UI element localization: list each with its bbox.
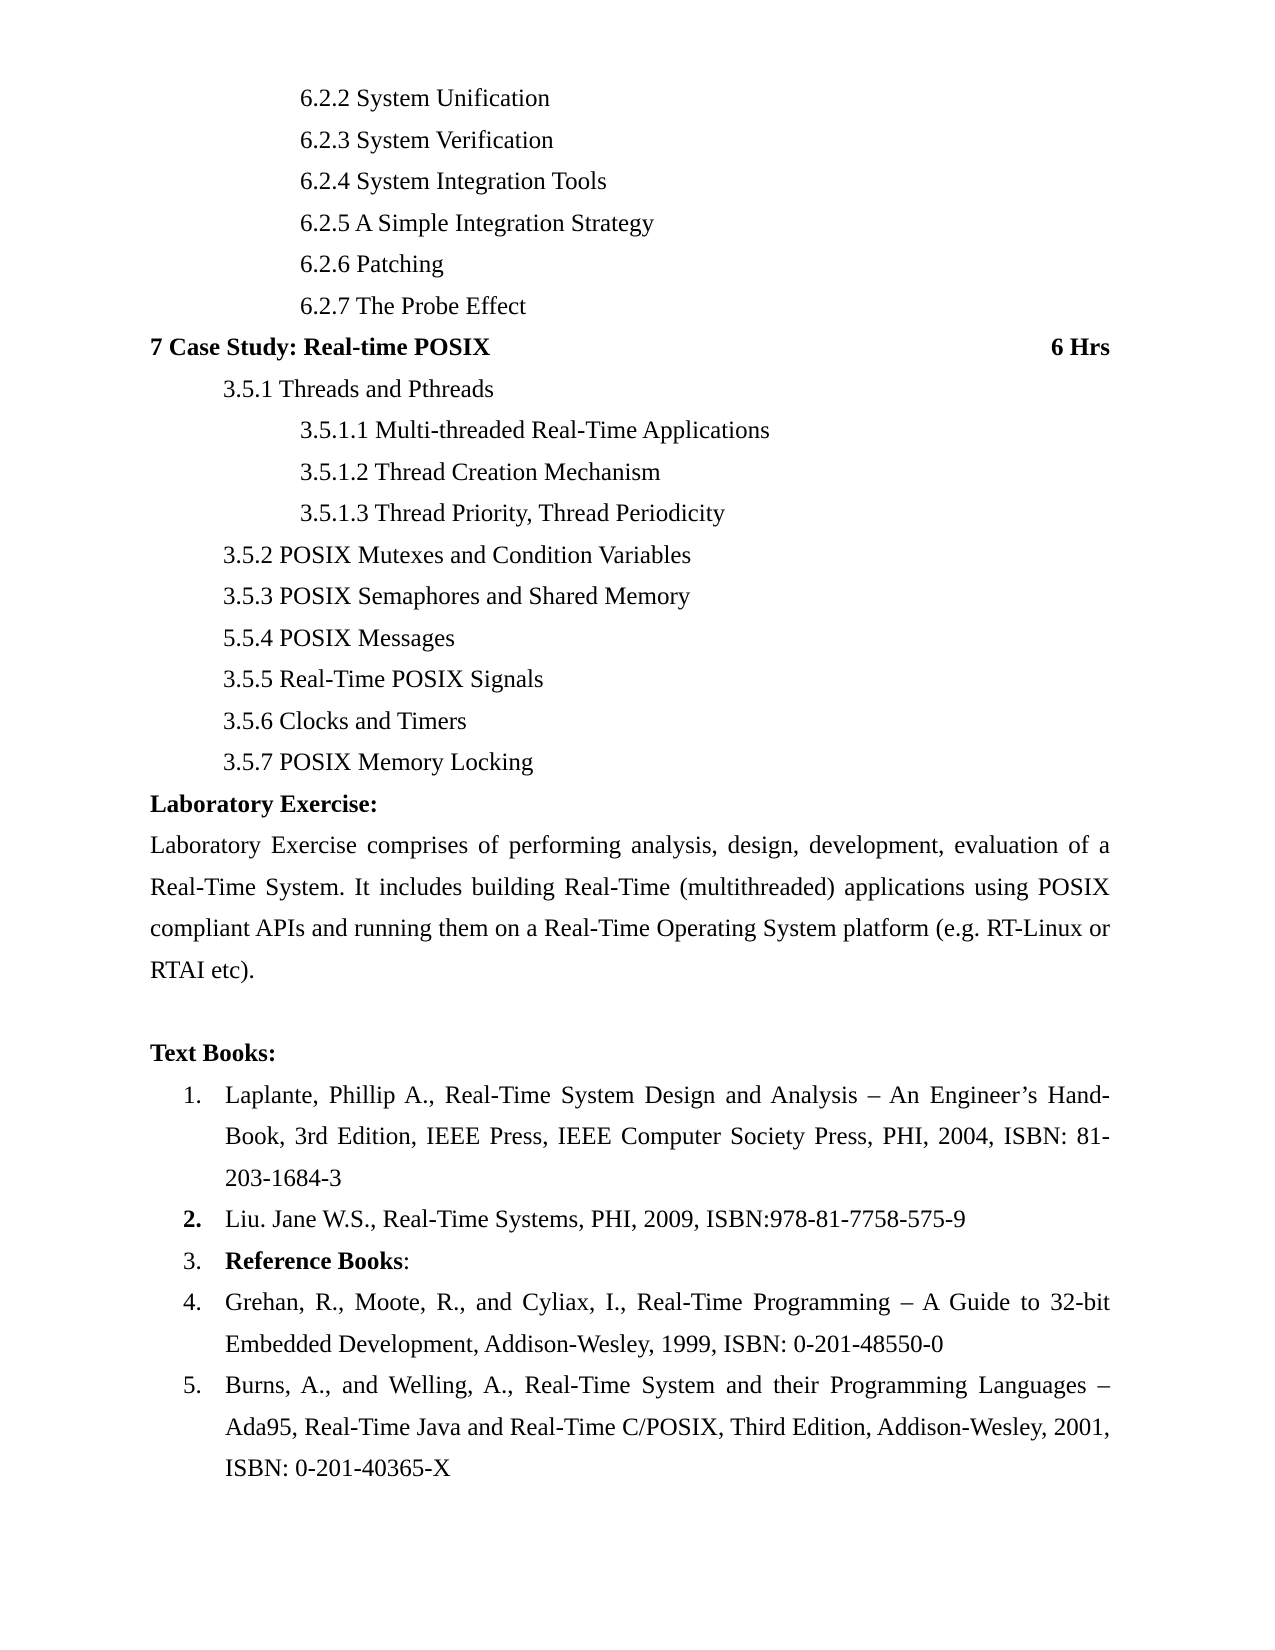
- book-item-number: 5.: [183, 1372, 202, 1399]
- book-item-text: [225, 1082, 1110, 1192]
- book-item-text: [225, 1206, 966, 1233]
- book-item: [150, 1365, 1110, 1490]
- section-hours: 6 Hrs: [1050, 334, 1110, 361]
- outline-item: 6.2.4 System Integration Tools: [300, 168, 607, 195]
- book-item-number: 2.: [183, 1206, 202, 1233]
- book-item-number: 4.: [183, 1289, 202, 1316]
- book-item: [150, 1282, 1110, 1365]
- outline-item: 3.5.6 Clocks and Timers: [223, 707, 467, 735]
- book-item: [150, 1199, 1110, 1241]
- outline-item: 6.2.3 System Verification: [300, 126, 554, 154]
- book-item-text-rest: Burns, A., and Welling, A., Real-Time System and their Programming Languages – Ada95, Real-Time Java and Real-Time C/POSIX, Third Edition, Addison-Wesley, 2001, ISBN: 0-201-40365-X: [225, 1372, 1110, 1482]
- section-heading-row: [150, 327, 1110, 369]
- outline-item: 6.2.7 The Probe Effect: [300, 292, 527, 320]
- lab-exercise-heading: Laboratory Exercise:: [150, 790, 378, 818]
- outline-item: 6.2.5 A Simple Integration Strategy: [300, 209, 655, 237]
- outline-item: 3.5.7 POSIX Memory Locking: [223, 749, 534, 776]
- book-item-text-rest: Laplante, Phillip A., Real-Time System Design and Analysis – An Engineer’s Hand-Book, 3rd Edition, IEEE Press, IEEE Computer Society Press, PHI, 2004, ISBN: 81-203-1684-3: [225, 1081, 1110, 1192]
- lab-exercise-paragraph: Laboratory Exercise comprises of performing analysis, design, development, evaluation of a Real-Time System. It includes building Real-Time (multithreaded) applications using POSIX compliant APIs and running them on a Real-Time Operating System platform (e.g. RT-Linux or RTAI etc).: [150, 832, 1110, 984]
- book-item-text-rest: Grehan, R., Moote, R., and Cyliax, I., Real-Time Programming – A Guide to 32-bit Embedded Development, Addison-Wesley, 1999, ISBN: 0-201-48550-0: [225, 1289, 1110, 1358]
- book-item-text-bold: Reference Books: [225, 1247, 403, 1275]
- book-item: [150, 1075, 1110, 1200]
- section-heading-title: 7 Case Study: Real-time POSIX: [150, 334, 491, 361]
- outline-item: 3.5.5 Real-Time POSIX Signals: [223, 666, 544, 693]
- outline-item: 3.5.3 POSIX Semaphores and Shared Memory: [223, 583, 691, 610]
- book-item-text: [225, 1289, 1110, 1358]
- book-item-number: 3.: [183, 1247, 202, 1275]
- outline-item: 5.5.4 POSIX Messages: [223, 624, 455, 652]
- book-item-text: [225, 1248, 410, 1275]
- outline-item: 6.2.2 System Unification: [300, 85, 550, 112]
- book-item: [150, 1241, 1110, 1283]
- textbooks-heading: Text Books:: [150, 1040, 277, 1067]
- outline-item: 3.5.1 Threads and Pthreads: [223, 375, 495, 403]
- textbooks-list: [150, 1075, 1110, 1490]
- book-item-text-rest: :: [402, 1247, 410, 1275]
- book-item-number: 1.: [183, 1081, 202, 1109]
- book-item-text: [225, 1372, 1110, 1482]
- outline-item: 3.5.2 POSIX Mutexes and Condition Variables: [223, 541, 692, 569]
- outline-item: 3.5.1.2 Thread Creation Mechanism: [300, 458, 661, 486]
- outline-item: 6.2.6 Patching: [300, 251, 444, 278]
- book-item-text-rest: Liu. Jane W.S., Real-Time Systems, PHI, 2009, ISBN:978-81-7758-575-9: [225, 1206, 966, 1233]
- outline-item: 3.5.1.3 Thread Priority, Thread Periodicity: [300, 500, 726, 527]
- outline-item: 3.5.1.1 Multi-threaded Real-Time Applications: [300, 417, 770, 444]
